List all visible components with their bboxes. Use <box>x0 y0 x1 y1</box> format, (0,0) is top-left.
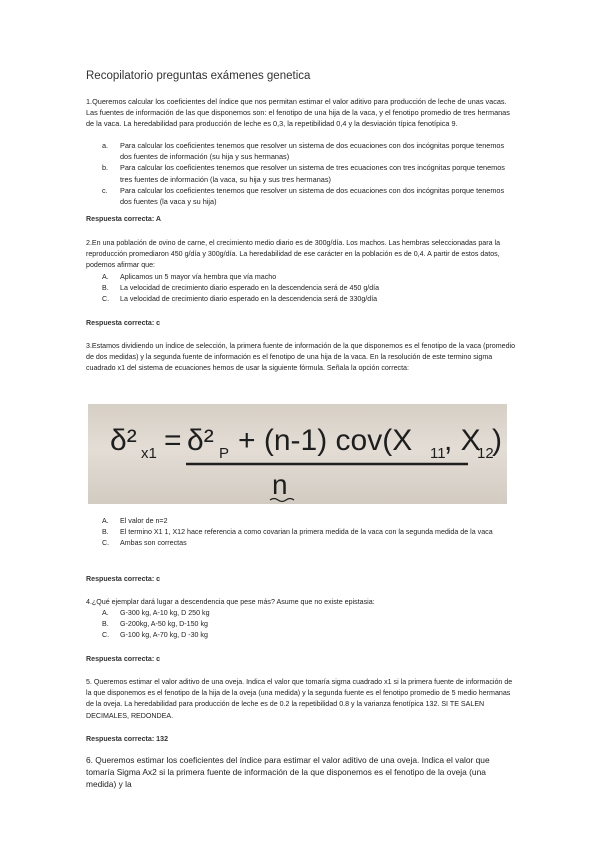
formula-term1-sub: P <box>219 445 230 462</box>
formula-lhs: δ² <box>110 424 137 457</box>
question-1-text: 1.Queremos calcular los coeficientes del índice que nos permitan estimar el valor aditivo para producción de leche de unas vacas. Las fuentes de información de las que disponemos son: el fenotipo de una hija de la vaca, y el fenotipo promedio de tres hermanas de la vaca. La heredabilidad para producción de leche es 0,3, la repetibilidad 0,4 y la desviación típica fenotípica 9. <box>86 97 510 129</box>
option <box>86 272 516 283</box>
option-letter: C. <box>102 539 110 548</box>
option-text: El termino X1 1, X12 hace referencia a como covarian la primera medida de la vaca con la segunda medida de la vaca <box>120 528 493 537</box>
formula-denominator: n <box>272 469 288 500</box>
question-5-text: 5. Queremos estimar el valor aditivo de una oveja. Indica el valor que tomaría sigma cuadrado x1 si la primera fuente de información de la que disponemos es el fenotipo de la hija de la oveja (una medida) y la segunda fuente es el fenotipo promedio de 5 medio hermanas de la oveja. La heredabilidad para producción de leche es de 0.2 la repetibilidad 0.8 y la varianza fenotípica 132. SI TE SALEN DECIMALES, REDONDEA. <box>86 678 513 720</box>
option <box>86 185 516 207</box>
answer-1: Respuesta correcta: A <box>86 215 162 223</box>
option-text: G-100 kg, A-70 kg, D -30 kg <box>120 631 208 640</box>
option <box>86 162 516 184</box>
option <box>86 630 516 641</box>
option <box>86 527 516 538</box>
option-letter: c. <box>102 185 108 195</box>
option <box>86 538 516 549</box>
option <box>86 619 516 630</box>
option-text: La velocidad de crecimiento diario esperado en la descendencia será de 450 g/día <box>120 284 380 293</box>
formula-close: ) <box>492 424 502 457</box>
formula-svg <box>88 404 507 504</box>
option-text: La velocidad de crecimiento diario esperado en la descendencia será de 330g/día <box>120 295 378 304</box>
option-text: Aplicamos un 5 mayor vía hembra que vía macho <box>120 273 277 281</box>
formula-comma: , X <box>444 424 481 457</box>
answer-4: Respuesta correcta: c <box>86 655 161 663</box>
option-text: G-300 kg, A-10 kg, D 250 kg <box>120 609 210 617</box>
document-title: Recopilatorio preguntas exámenes genetica <box>86 70 311 82</box>
option-letter: C. <box>102 631 110 640</box>
answer-2: Respuesta correcta: c <box>86 319 161 327</box>
formula-term1: δ² <box>187 424 214 457</box>
option <box>86 294 516 305</box>
answer-3: Respuesta correcta: c <box>86 575 161 583</box>
question-4-options <box>86 608 516 642</box>
question-6-text: 6. Queremos estimar los coeficientes del índice para estimar el valor aditivo de una oveja. Indica el valor que tomaría Sigma Ax2 si la primera fuente de información de la que disponemos es el fenotipo de la oveja (una medida) y la <box>86 755 490 789</box>
option <box>86 140 516 162</box>
formula-lhs-sub: x1 <box>141 445 157 462</box>
option <box>86 516 516 527</box>
option-letter: b. <box>102 163 109 173</box>
formula-rest: + (n-1) cov(X <box>238 424 413 457</box>
question-3-text: 3.Estamos dividiendo un índice de selección, la primera fuente de información de la que disponemos es el fenotipo de la vaca (promedio de dos medidas) y la segunda fuente de información es el fenotipo de una hija de la vaca. En la resolución de este termino sigma cuadrado x1 del sistema de ecuaciones hemos de usar la siguiente fórmula. Señala la opción correcta: <box>86 342 516 373</box>
option <box>86 283 516 294</box>
option-text: El valor de n=2 <box>120 517 168 525</box>
question-1-options <box>86 140 516 207</box>
option-letter: B. <box>102 528 109 537</box>
formula-sub11: 11 <box>430 445 446 462</box>
option-text: G-200kg, A-50 kg, D-150 kg <box>120 620 208 629</box>
option-text: Para calcular los coeficientes tenemos que resolver un sistema de dos ecuaciones con dos incógnitas porque tenemos dos fuentes (la vaca y su hija) <box>120 185 505 207</box>
question-2-text: 2.En una población de ovino de carne, el crecimiento medio diario es de 300g/día. Los machos. Las hembras seleccionadas para la reproducción promediaron 450 g/día y 300g/día. La heredabilidad de ese carácter en la población es de 0,4. A partir de estos datos, podemos afirmar que: <box>86 239 501 270</box>
formula-equals: = <box>164 424 182 457</box>
question-3-options <box>86 516 516 550</box>
option-text: Para calcular los coeficientes tenemos que resolver un sistema de dos ecuaciones con dos incógnitas porque tenemos dos fuentes de información (su hija y sus hermanas) <box>120 141 505 162</box>
question-2-options <box>86 272 516 306</box>
option-text: Ambas son correctas <box>120 539 187 548</box>
option-letter: C. <box>102 295 110 304</box>
option-letter: B. <box>102 284 109 293</box>
option-letter: B. <box>102 620 109 629</box>
option <box>86 608 516 619</box>
option-letter: A. <box>102 609 109 617</box>
option-text: Para calcular los coeficientes tenemos que resolver un sistema de tres ecuaciones con tres incógnitas porque tenemos tres fuentes de información (la vaca, su hija y sus tres hermanas) <box>120 163 505 184</box>
question-4-text: 4.¿Qué ejemplar dará lugar a descendencia que pese más? Asume que no existe epistasia: <box>86 598 375 606</box>
option-letter: a. <box>102 141 109 150</box>
formula-image <box>88 404 507 504</box>
option-letter: A. <box>102 517 109 525</box>
option-letter: A. <box>102 273 109 281</box>
answer-5: Respuesta correcta: 132 <box>86 735 169 743</box>
formula-sub12: 12 <box>477 445 494 462</box>
